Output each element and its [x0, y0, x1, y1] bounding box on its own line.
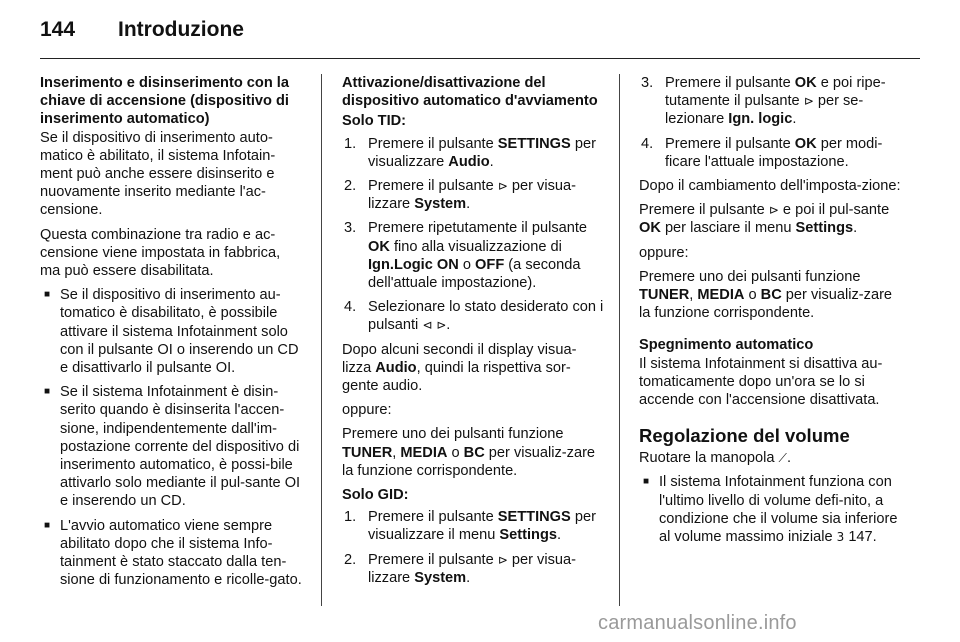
paragraph: Premere uno dei pulsanti funzione TUNER, MEDIA o BC per visualiz-zare la funzione corrispondente.	[639, 268, 893, 322]
list-item: 1. Premere il pulsante SETTINGS per visualizzare Audio.	[344, 135, 596, 170]
tid-label: Solo TID:	[342, 113, 407, 130]
bullet-list	[40, 286, 302, 589]
section-heading-key-ignition: Inserimento e disinserimento con la chiave di accensione (dispositivo di inserimento automatico)	[40, 75, 289, 128]
list-item: 2. Premere il pulsante ⊳ per visua-lizzare System.	[344, 551, 576, 586]
header-rule	[40, 58, 920, 59]
paragraph: Se il dispositivo di inserimento auto-matico è abilitato, il sistema Infotain-ment può anche essere disinserito e nuovamente inserito mediante l'ac-censione.	[40, 129, 276, 219]
list-item: 3. Premere ripetutamente il pulsante OK fino alla visualizzazione di Ign.Logic ON o OFF (a seconda dell'attuale impostazione).	[344, 220, 588, 292]
paragraph: oppure:	[639, 244, 689, 261]
section-heading-volume: Regolazione del volume	[639, 425, 850, 447]
gid-steps	[342, 508, 604, 587]
column-divider-1	[321, 74, 322, 606]
section-heading-auto-off: Spegnimento automatico	[639, 337, 814, 354]
watermark: carmanualsonline.info	[598, 612, 797, 634]
gid-label: Solo GID:	[342, 487, 409, 504]
power-button-symbol: OI	[284, 475, 301, 492]
power-button-symbol: OI	[157, 341, 173, 358]
page-title: Introduzione	[118, 18, 244, 41]
page-header	[40, 18, 244, 48]
list-item: ■ Se il dispositivo di inserimento au-tomatico è disabilitato, è possibile attivare il sistema Infotainment solo con il pulsante OI o inserendo un CD e disattivarlo il pulsante OI.	[40, 286, 302, 377]
list-item: ■ L'avvio automatico viene sempre abilitato dopo che il sistema Info-tainment è stato staccato dalla ten-sione di funzionamento e ricolle-gato.	[40, 517, 302, 590]
list-item: 4. Selezionare lo stato desiderato con i pulsanti ⊲ ⊳.	[344, 299, 604, 334]
paragraph: Dopo alcuni secondi il display visua-lizza Audio, quindi la rispettiva sor-gente audio.	[342, 341, 577, 395]
paragraph: oppure:	[342, 402, 392, 419]
page-reference-icon: 3	[836, 530, 845, 545]
paragraph: Dopo il cambiamento dell'imposta-zione:	[639, 178, 901, 195]
right-arrow-icon: ⊳	[497, 179, 508, 194]
list-item: ■ Se il sistema Infotainment è disin-serito quando è disinserita l'accen-sione, indipendentemente dall'im-postazione corrente del dispositivo di inserimento automatico, è possi-bile attivarlo solo mediante il pul-sante OI e inserendo un CD.	[40, 383, 302, 510]
list-item: 2. Premere il pulsante ⊳ per visua-lizzare System.	[344, 178, 576, 213]
paragraph: Premere il pulsante ⊳ e poi il pul-sante OK per lasciare il menu Settings.	[639, 202, 890, 237]
list-item: ■ Il sistema Infotainment funziona con l'ultimo livello di volume defi-nito, a condizione che il volume sia inferiore al volume massimo iniziale 3 147.	[639, 473, 901, 546]
column-2	[342, 74, 604, 593]
list-item: 4. Premere il pulsante OK per modi-ficare l'attuale impostazione.	[641, 135, 883, 170]
right-arrow-icon: ⊳	[497, 552, 508, 567]
paragraph: Questa combinazione tra radio e ac-censione viene impostata in fabbrica, ma può essere disabilitata.	[40, 226, 281, 280]
right-arrow-icon: ⊳	[803, 94, 814, 109]
bullet-list	[639, 473, 901, 546]
paragraph: Premere uno dei pulsanti funzione TUNER, MEDIA o BC per visualiz-zare la funzione corrispondente.	[342, 426, 596, 479]
tid-steps	[342, 135, 604, 335]
page-number: 144	[40, 18, 76, 41]
column-1	[40, 74, 302, 595]
left-right-arrow-icon: ⊲ ⊳	[422, 318, 447, 333]
column-divider-2	[619, 74, 620, 606]
gid-steps-continued	[639, 74, 901, 171]
list-item: 3. Premere il pulsante OK e poi ripe-tutamente il pulsante ⊳ per se-lezionare Ign. logic.	[641, 75, 886, 128]
section-heading-autostart: Attivazione/disattivazione del dispositivo automatico d'avviamento	[342, 75, 598, 110]
right-arrow-icon: ⊳	[768, 203, 779, 218]
power-button-symbol: OI	[215, 360, 232, 377]
list-item: 1. Premere il pulsante SETTINGS per visualizzare il menu Settings.	[344, 509, 596, 544]
paragraph: Ruotare la manopola ⟋.	[639, 450, 792, 467]
column-3	[639, 74, 901, 552]
paragraph: Il sistema Infotainment si disattiva au-tomaticamente dopo un'ora se lo si accende con l'accensione disattivata.	[639, 355, 883, 409]
volume-knob-icon: ⟋	[778, 451, 787, 466]
